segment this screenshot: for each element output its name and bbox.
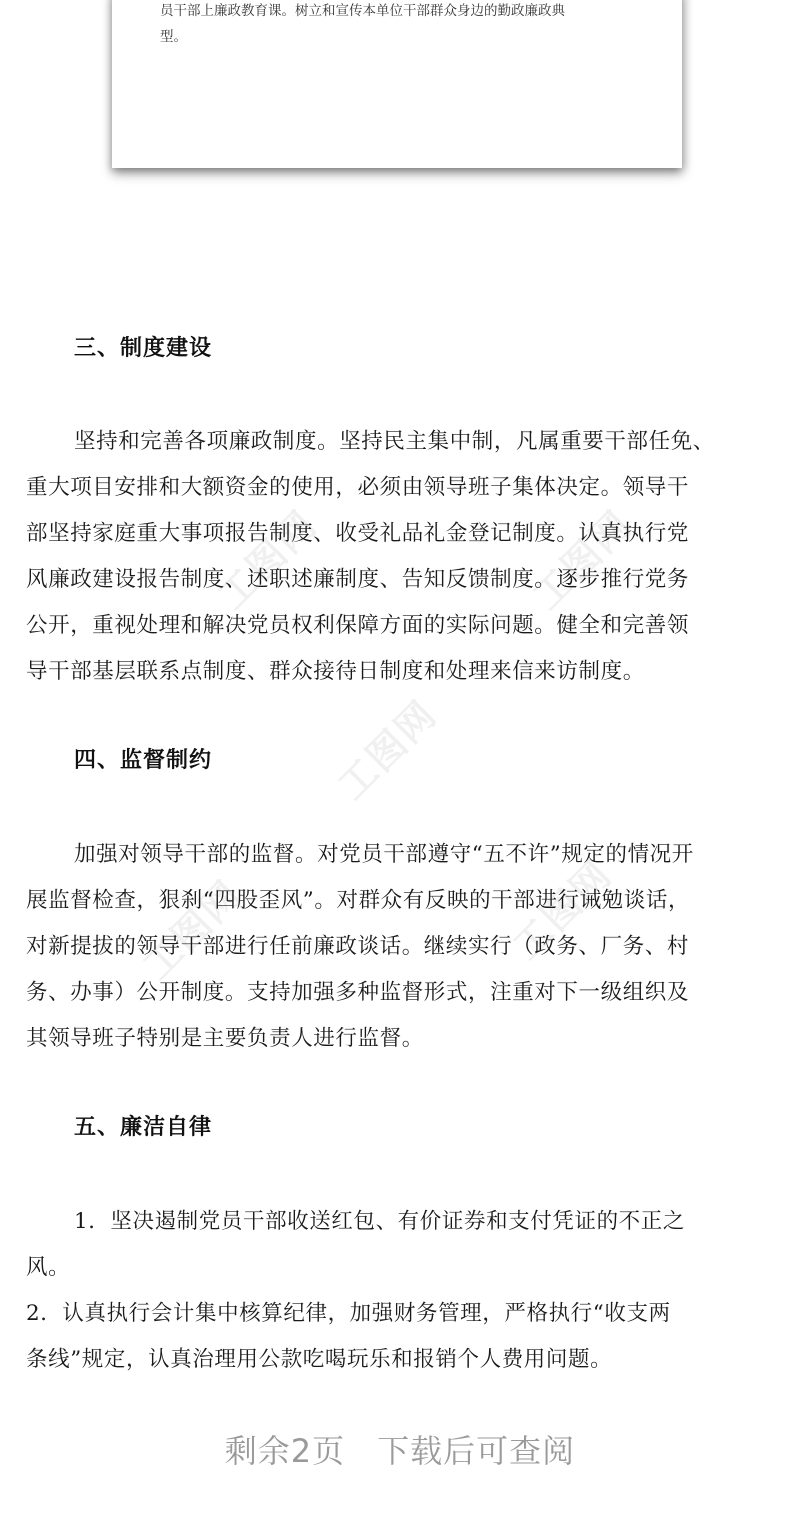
paragraph-line: 部坚持家庭重大事项报告制度、收受礼品礼金登记制度。认真执行党 (26, 521, 690, 546)
paragraph-line: 加强对领导干部的监督。对党员干部遵守“五不许”规定的情况开 (74, 842, 694, 867)
watermark: 工图网 (209, 501, 326, 618)
section-heading-5: 五、廉洁自律 (74, 1115, 213, 1140)
section-heading-3: 三、制度建设 (74, 336, 213, 361)
paragraph-line: 公开，重视处理和解决党员权利保障方面的实际问题。健全和完善领 (26, 613, 690, 638)
paragraph-line: 风。 (26, 1255, 71, 1280)
section-heading-4: 四、监督制约 (74, 748, 213, 773)
paragraph-line: 展监督检查，狠刹“四股歪风”。对群众有反映的干部进行诫勉谈话， (26, 888, 691, 913)
download-to-view-label: 下载后可查阅 (377, 1432, 576, 1470)
paragraph-line: 1．坚决遏制党员干部收送红包、有价证券和支付凭证的不正之 (74, 1209, 685, 1234)
watermark: 工图网 (329, 691, 446, 808)
watermark: 工图网 (524, 501, 641, 618)
paragraph-line: 坚持和完善各项廉政制度。坚持民主集中制，凡属重要干部任免、 (74, 429, 715, 454)
page-preview-text (160, 0, 640, 50)
paragraph-line: 条线”规定，认真治理用公款吃喝玩乐和报销个人费用问题。 (26, 1347, 613, 1372)
remaining-pages-label: 剩余2页 (224, 1432, 346, 1470)
paragraph-line: 对新提拔的领导干部进行任前廉政谈话。继续实行（政务、厂务、村 (26, 934, 690, 959)
watermark: 工图网 (134, 871, 251, 988)
download-prompt[interactable] (0, 1426, 800, 1472)
paragraph-line: 2．认真执行会计集中核算纪律，加强财务管理，严格执行“收支两 (26, 1301, 671, 1326)
paragraph-line: 务、办事）公开制度。支持加强多种监督形式，注重对下一级组织及 (26, 980, 690, 1005)
paragraph-line: 风廉政建设报告制度、述职述廉制度、告知反馈制度。逐步推行党务 (26, 567, 690, 592)
watermark: 工图网 (504, 851, 621, 968)
page-preview-card (112, 0, 682, 168)
page-preview-line: 型。 (160, 29, 187, 45)
paragraph-line: 重大项目安排和大额资金的使用，必须由领导班子集体决定。领导干 (26, 475, 690, 500)
paragraph-line: 其领导班子特别是主要负责人进行监督。 (26, 1026, 424, 1051)
page-preview-line: 员干部上廉政教育课。树立和宣传本单位干部群众身边的勤政廉政典 (160, 3, 565, 19)
paragraph-line: 导干部基层联系点制度、群众接待日制度和处理来信来访制度。 (26, 659, 645, 684)
